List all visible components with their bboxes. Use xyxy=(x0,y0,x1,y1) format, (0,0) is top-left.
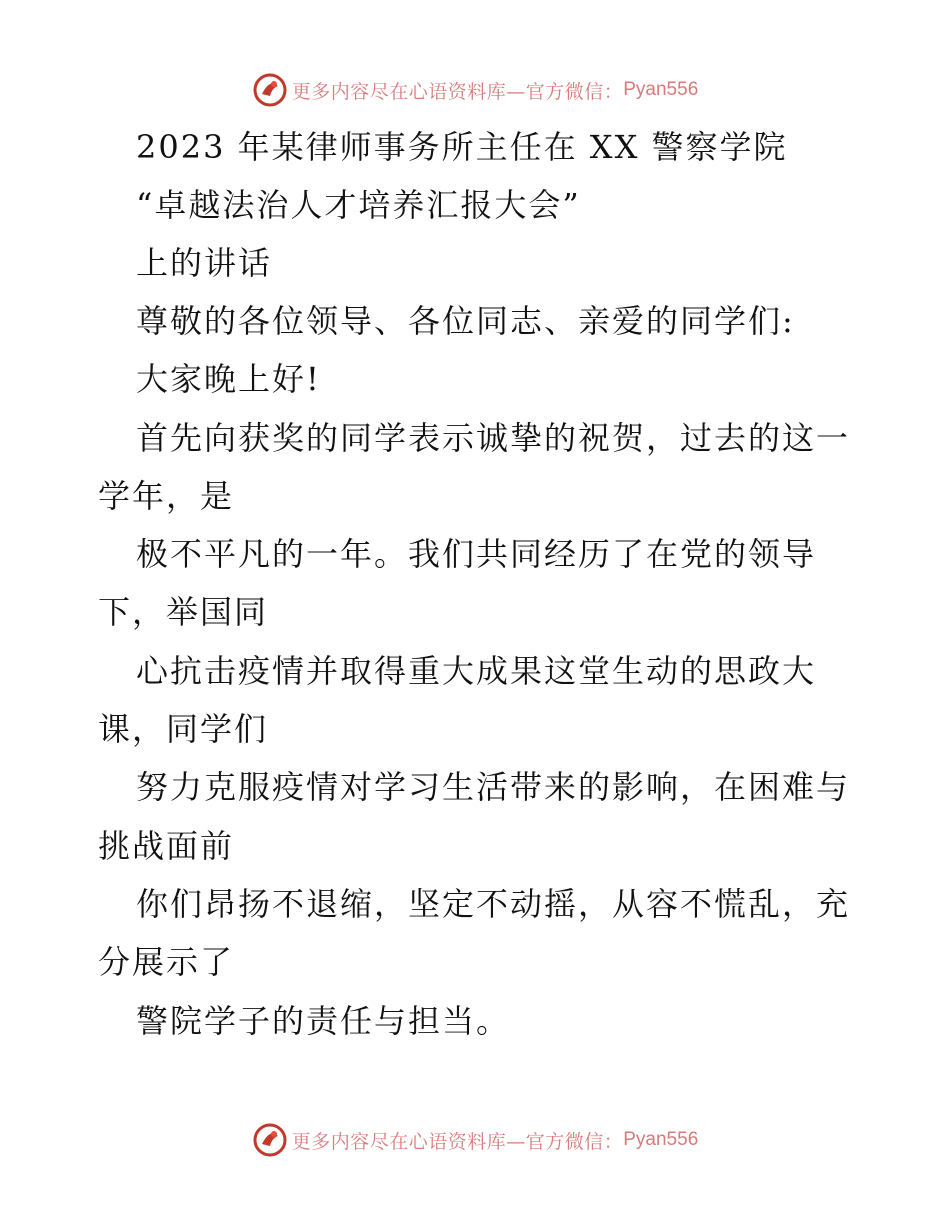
header-watermark xyxy=(0,70,950,110)
paragraph-line: 你们昂扬不退缩，坚定不动摇，从容不慌乱，充 xyxy=(136,885,851,923)
paragraph-line: 挑战面前 xyxy=(98,827,235,865)
greeting: 大家晚上好! xyxy=(136,360,321,398)
watermark-text: 更多内容尽在心语资料库—官方微信： xyxy=(291,1130,624,1153)
rose-stamp-icon xyxy=(252,72,288,108)
doc-title-line-1: 2023 年某律师事务所主任在 XX 警察学院 xyxy=(136,128,788,166)
watermark-wechat-id: Pyan556 xyxy=(623,1129,699,1150)
footer-watermark xyxy=(0,1120,950,1160)
paragraph-line: 极不平凡的一年。我们共同经历了在党的领导 xyxy=(136,535,817,573)
paragraph-line: 心抗击疫情并取得重大成果这堂生动的思政大 xyxy=(136,652,817,690)
paragraph-line: 首先向获奖的同学表示诚挚的祝贺，过去的这一 xyxy=(136,419,851,457)
doc-title-line-3: 上的讲话 xyxy=(136,244,273,282)
paragraph-line: 警院学子的责任与担当。 xyxy=(136,1002,511,1040)
paragraph-line: 努力克服疫情对学习生活带来的影响，在困难与 xyxy=(136,768,851,806)
doc-title-line-2: “卓越法治人才培养汇报大会” xyxy=(136,186,581,224)
rose-stamp-icon xyxy=(252,1122,288,1158)
salutation: 尊敬的各位领导、各位同志、亲爱的同学们: xyxy=(136,302,795,340)
watermark-wechat-id: Pyan556 xyxy=(623,79,699,100)
paragraph-line: 学年，是 xyxy=(98,477,235,515)
paragraph-line: 分展示了 xyxy=(98,943,235,981)
paragraph-line: 下，举国同 xyxy=(98,593,269,631)
paragraph-line: 课，同学们 xyxy=(98,710,269,748)
watermark-text: 更多内容尽在心语资料库—官方微信： xyxy=(291,80,624,103)
